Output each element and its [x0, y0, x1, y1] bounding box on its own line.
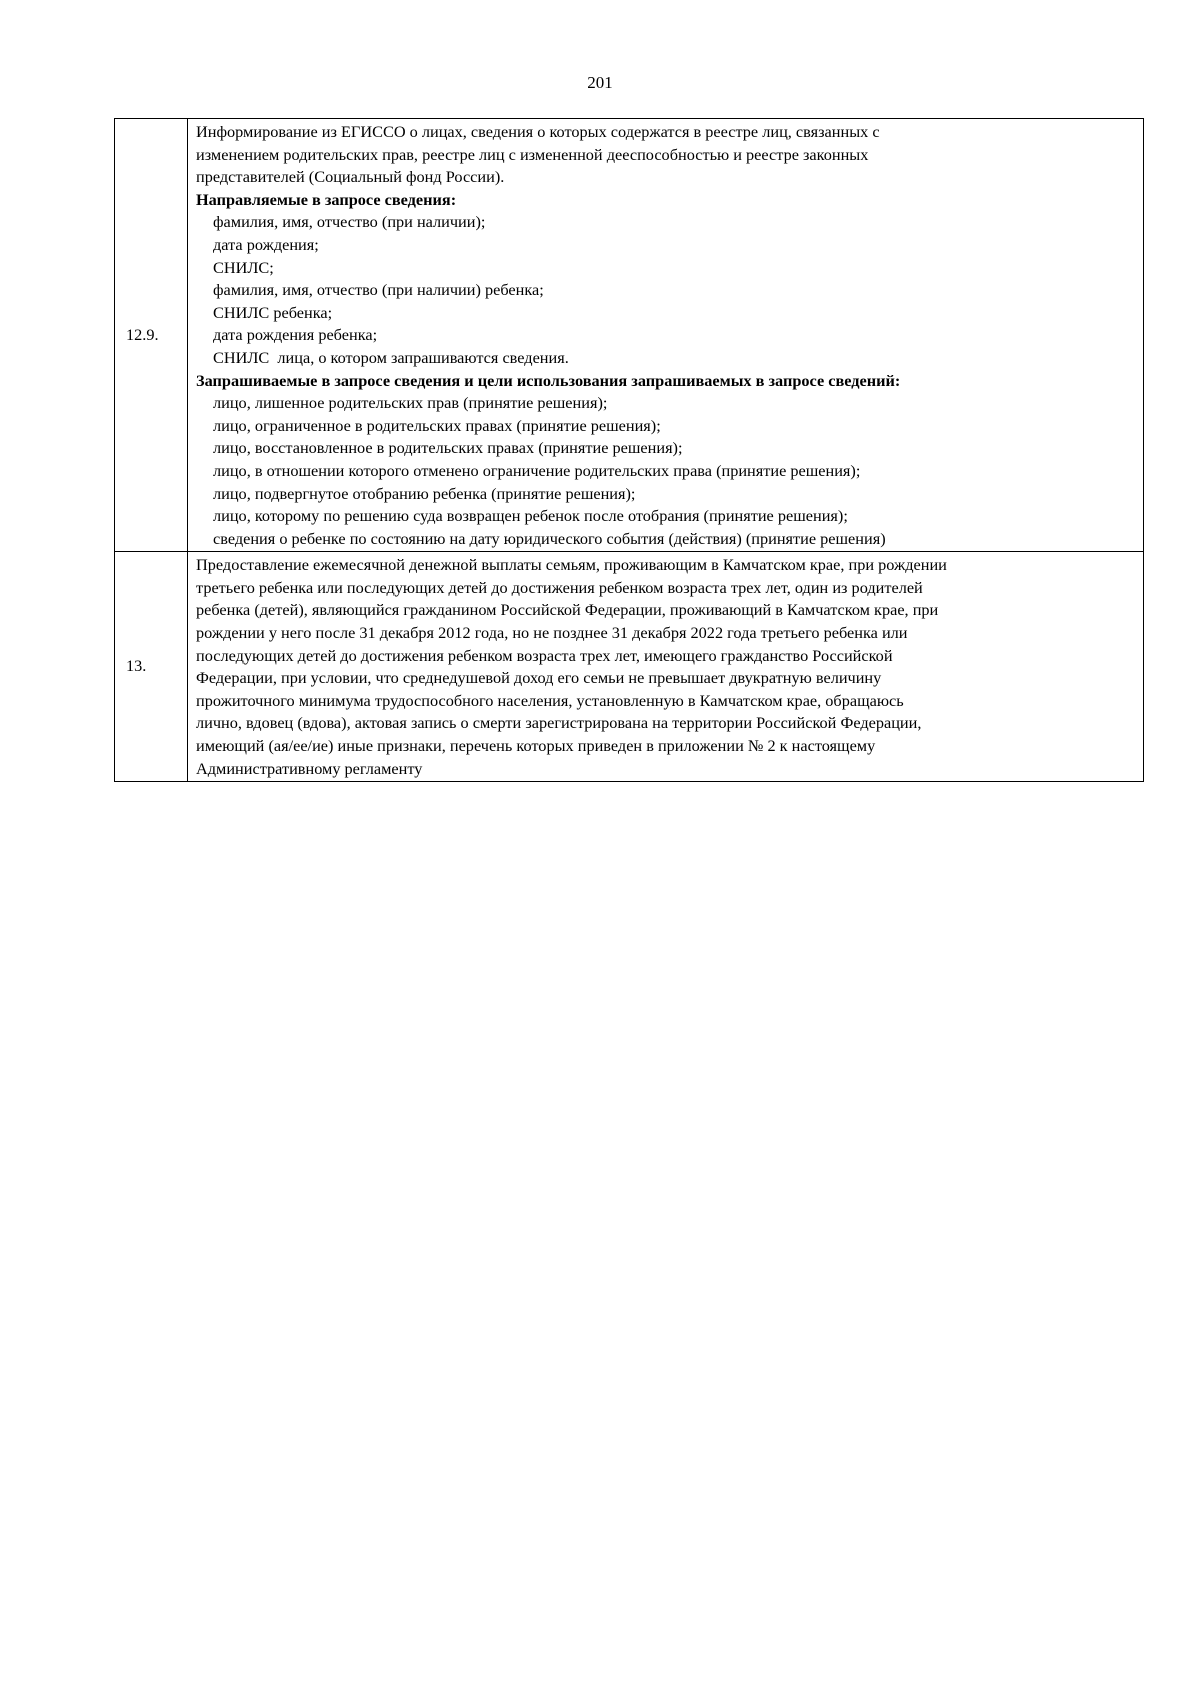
- table-row-12-9: [115, 119, 1144, 552]
- text-line: Административному регламенту: [196, 758, 423, 778]
- list-item: дата рождения ребенка;: [213, 325, 378, 345]
- page-number: 201: [587, 73, 613, 92]
- text-line: рождении у него после 31 декабря 2012 года, но не позднее 31 декабря 2022 года третьего ребенка или: [196, 623, 908, 643]
- row-content: [188, 119, 1144, 552]
- regulation-table: [114, 118, 1144, 782]
- list-item: фамилия, имя, отчество (при наличии) ребенка;: [213, 280, 544, 300]
- list-item: сведения о ребенке по состоянию на дату юридического события (действия) (принятие решения): [213, 528, 886, 548]
- intro-line: представителей (Социальный фонд России).: [196, 167, 505, 187]
- text-line: ребенка (детей), являющийся гражданином Российской Федерации, проживающий в Камчатском крае, при: [196, 600, 939, 620]
- list-item: СНИЛС ребенка;: [213, 302, 333, 322]
- list-item: СНИЛС;: [213, 257, 274, 277]
- intro-line: изменением родительских прав, реестре лиц с измененной дееспособностью и реестре законных: [196, 144, 869, 164]
- text-line: имеющий (ая/ее/ие) иные признаки, перечень которых приведен в приложении № 2 к настоящему: [196, 736, 876, 756]
- list-item: лицо, лишенное родительских прав (принятие решения);: [213, 393, 608, 413]
- row-content: [188, 552, 1144, 782]
- requested-data-heading: Запрашиваемые в запросе сведения и цели использования запрашиваемых в запросе сведений:: [196, 370, 901, 390]
- list-item: СНИЛС лица, о котором запрашиваются сведения.: [213, 347, 569, 367]
- list-item: фамилия, имя, отчество (при наличии);: [213, 212, 486, 232]
- row-number: 12.9.: [115, 119, 188, 552]
- list-item: лицо, подвергнутое отобранию ребенка (принятие решения);: [213, 483, 636, 503]
- list-item: лицо, ограниченное в родительских правах (принятие решения);: [213, 415, 661, 435]
- list-item: лицо, восстановленное в родительских правах (принятие решения);: [213, 438, 683, 458]
- intro-line: Информирование из ЕГИССО о лицах, сведения о которых содержатся в реестре лиц, связанных с: [196, 122, 880, 141]
- text-line: Федерации, при условии, что среднедушевой доход его семьи не превышает двукратную величину: [196, 668, 882, 688]
- text-line: третьего ребенка или последующих детей до достижения ребенком возраста трех лет, один из родителей: [196, 577, 923, 597]
- list-item: лицо, в отношении которого отменено ограничение родительских права (принятие решения);: [213, 460, 861, 480]
- text-line: последующих детей до достижения ребенком возраста трех лет, имеющего гражданство Российской: [196, 645, 893, 665]
- text-line: Предоставление ежемесячной денежной выплаты семьям, проживающим в Камчатском крае, при рождении: [196, 555, 947, 575]
- list-item: лицо, которому по решению суда возвращен ребенок после отобрания (принятие решения);: [213, 506, 848, 526]
- table-row-13: [115, 552, 1144, 782]
- list-item: дата рождения;: [213, 234, 319, 254]
- text-line: прожиточного минимума трудоспособного населения, установленную в Камчатском крае, обращаюсь: [196, 690, 904, 710]
- sent-data-heading: Направляемые в запросе сведения:: [196, 189, 457, 209]
- text-line: лично, вдовец (вдова), актовая запись о смерти зарегистрирована на территории Российской Федерации,: [196, 713, 922, 733]
- row-number: 13.: [115, 552, 188, 782]
